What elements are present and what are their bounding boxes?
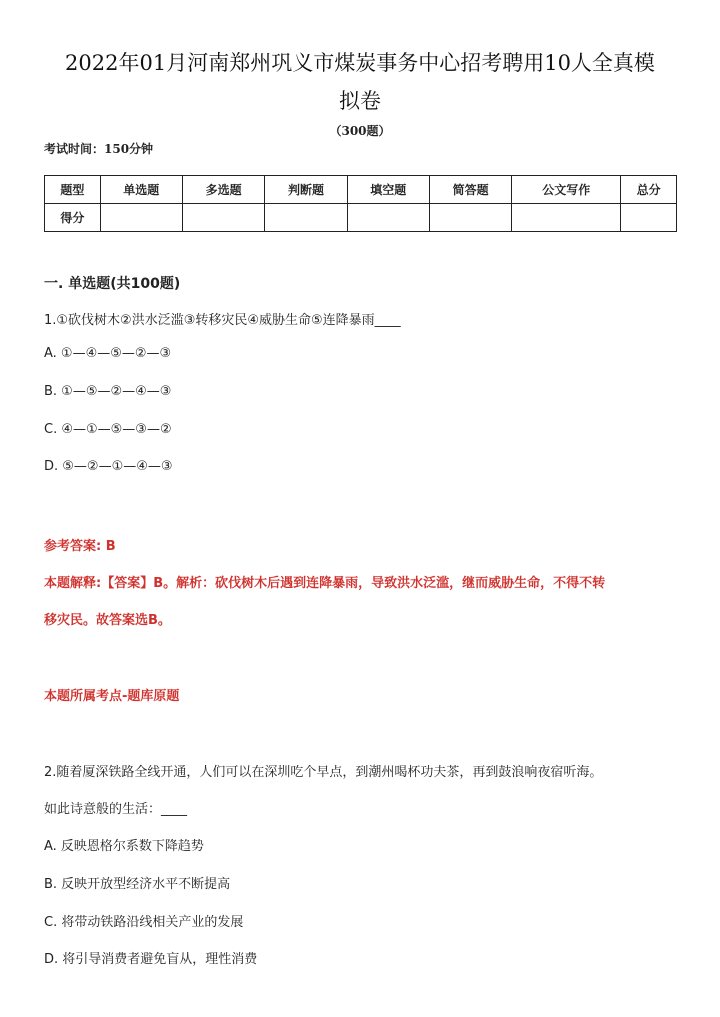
question-1-stem: 1.①砍伐树木②洪水泛滥③转移灾民④威胁生命⑤连降暴雨____ xyxy=(44,313,401,328)
score-cell xyxy=(347,204,429,232)
score-table-header-cell: 总分 xyxy=(621,176,677,204)
score-table-header-row xyxy=(45,176,677,204)
question-1-explanation-line-1: 本题解释:【答案】B。解析：砍伐树木后遇到连降暴雨，导致洪水泛滥，继而威胁生命，不得不转 xyxy=(44,576,606,591)
score-row-label: 得分 xyxy=(45,204,101,232)
score-table-header-cell: 判断题 xyxy=(265,176,347,204)
question-1-source: 本题所属考点-题库原题 xyxy=(44,689,180,704)
question-2-option-d: D. 将引导消费者避免盲从，理性消费 xyxy=(44,952,258,967)
question-1-answer: 参考答案: B xyxy=(44,539,116,554)
score-table-score-row xyxy=(45,204,677,232)
question-count: （300题） xyxy=(329,124,391,138)
exam-time: 考试时间：150分钟 xyxy=(44,142,154,156)
question-2-option-a: A. 反映恩格尔系数下降趋势 xyxy=(44,839,204,854)
score-cell xyxy=(512,204,621,232)
score-cell xyxy=(182,204,264,232)
exam-title-line-2: 拟卷 xyxy=(339,89,381,113)
score-cell xyxy=(429,204,511,232)
score-table-header-cell: 填空题 xyxy=(347,176,429,204)
score-cell xyxy=(621,204,677,232)
question-1-option-a: A. ①—④—⑤—②—③ xyxy=(44,346,172,361)
question-2-stem-line-1: 2.随着厦深铁路全线开通，人们可以在深圳吃个早点，到潮州喝杯功夫茶，再到鼓浪响夜宿听海。 xyxy=(44,765,603,780)
score-table-header-cell: 公文写作 xyxy=(512,176,621,204)
question-1-option-d: D. ⑤—②—①—④—③ xyxy=(44,459,173,474)
exam-title-line-1: 2022年01月河南郑州巩义市煤炭事务中心招考聘用10人全真模 xyxy=(65,51,655,75)
question-2-option-b: B. 反映开放型经济水平不断提高 xyxy=(44,877,231,892)
question-2-option-c: C. 将带动铁路沿线相关产业的发展 xyxy=(44,915,244,930)
score-table-header-cell: 多选题 xyxy=(182,176,264,204)
question-1-option-b: B. ①—⑤—②—④—③ xyxy=(44,384,172,399)
score-table-header-cell: 单选题 xyxy=(100,176,182,204)
score-table xyxy=(44,175,677,232)
section-title-single-choice: 一. 单选题(共100题) xyxy=(44,276,181,292)
score-table-header-cell: 简答题 xyxy=(429,176,511,204)
score-cell xyxy=(265,204,347,232)
question-1-explanation-line-2: 移灾民。故答案选B。 xyxy=(44,613,171,628)
score-cell xyxy=(100,204,182,232)
question-1-option-c: C. ④—①—⑤—③—② xyxy=(44,422,172,437)
exam-title xyxy=(40,44,680,120)
score-table-header-cell: 题型 xyxy=(45,176,101,204)
question-2-stem-line-2: 如此诗意般的生活：____ xyxy=(44,802,188,817)
